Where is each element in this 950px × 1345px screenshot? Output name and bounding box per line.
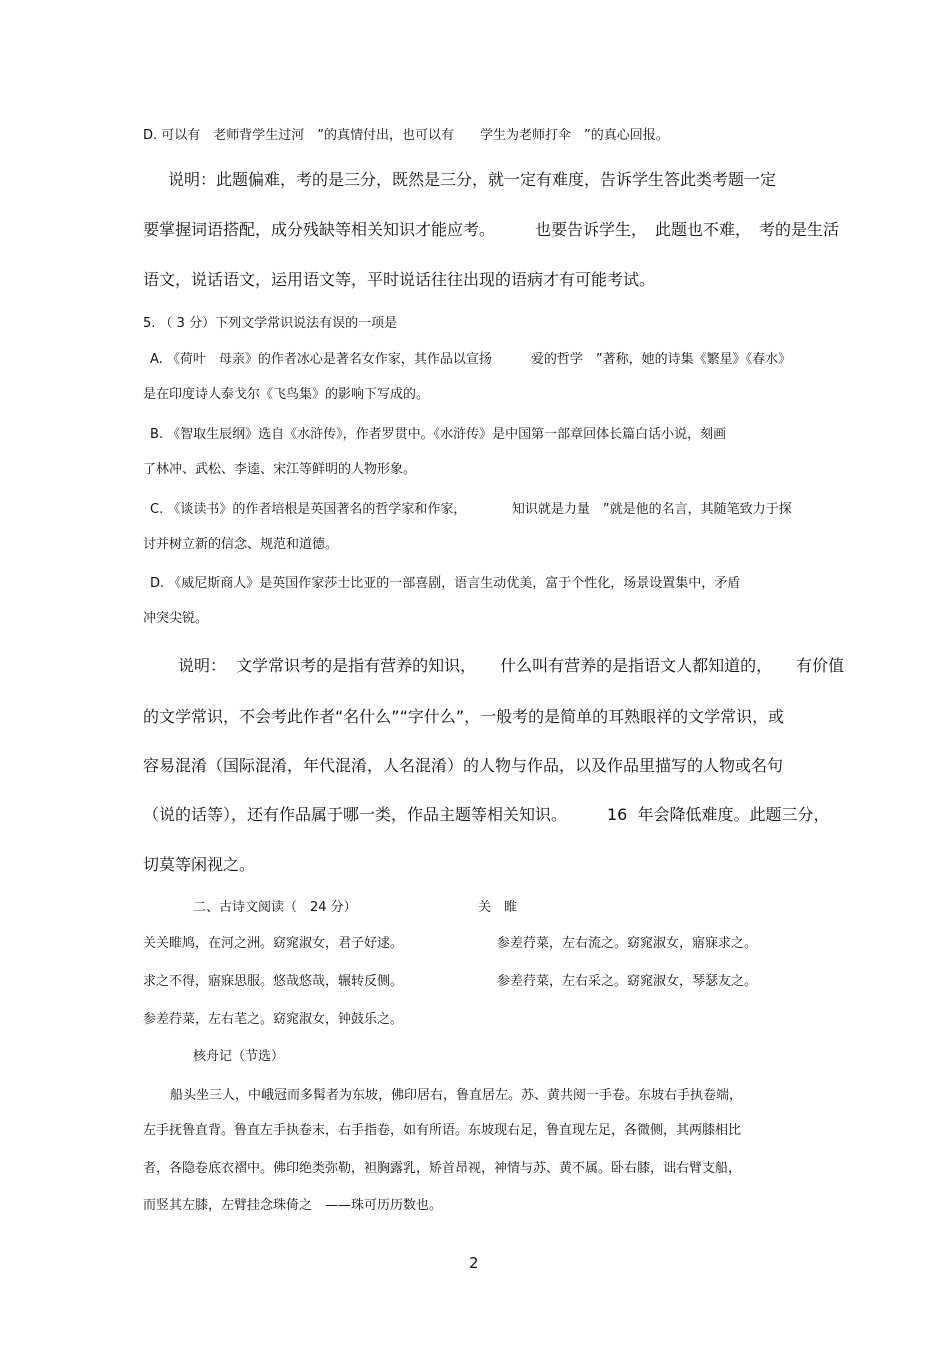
q5-option-c-line-2: 讨并树立新的信念、规范和道德。 (143, 537, 339, 552)
q5-note-line-2: 的文学常识，不会考此作者“名什么”“字什么”，一般考的是简单的耳熟眼祥的文学常识，或 (143, 707, 785, 726)
q5-option-d-line-2: 冲突尖锐。 (143, 611, 209, 626)
prose-line-1: 船头坐三人，中峨冠而多髯者为东坡，佛印居右，鲁直居左。苏、黄共阅一手卷。东坡右手执卷端， (170, 1088, 743, 1103)
q5-note-line-5: 切莫等闲视之。 (143, 855, 256, 874)
q4-note-line-3: 语文，说话语文，运用语文等，平时说话往往出现的语病才有可能考试。 (143, 270, 656, 289)
prose-title: 核舟记（节选） (193, 1049, 285, 1064)
poem-right-line-2: 参差荇菜，左右采之。窈窕淑女，琴瑟友之。 (497, 974, 758, 989)
q5-note-line-3: 容易混淆（国际混淆，年代混淆，人名混淆）的人物与作品，以及作品里描写的人物或名句 (143, 756, 784, 775)
q5-option-b-line-2: 了林冲、武松、李逵、宋江等鲜明的人物形象。 (143, 462, 417, 477)
section-heading: 二、古诗文阅读（ 24 分） (193, 900, 357, 915)
q5-option-c-line-1: C. 《谈读书》的作者培根是英国著名的哲学家和作家， 知识就是力量 ”就是他的名言，其随笔致力于探 (150, 502, 792, 517)
q5-note-line-1: 说明： 文学常识考的是指有营养的知识， 什么叫有营养的是指语文人都知道的， 有价值 (178, 656, 845, 675)
page-number: 2 (469, 1254, 479, 1272)
q4-note-line-2: 要掌握词语搭配，成分残缺等相关知识才能应考。 也要告诉学生， 此题也不难， 考的是生活 (143, 220, 840, 239)
poem-left-line-3: 参差荇菜，左右芼之。窈窕淑女，钟鼓乐之。 (143, 1012, 404, 1027)
poem-right-line-1: 参差荇菜，左右流之。窈窕淑女，寤寐求之。 (497, 936, 758, 951)
poem-left-line-2: 求之不得，寤寐思服。悠哉悠哉，辗转反侧。 (143, 974, 404, 989)
poem-title: 关 睢 (478, 900, 518, 915)
prose-line-2: 左手抚鲁直背。鲁直左手执卷末，右手指卷，如有所语。东坡现右足，鲁直现左足，各微侧，其两膝相比 (143, 1123, 742, 1138)
q5-stem: 5. （ 3 分）下列文学常识说法有误的一项是 (143, 316, 398, 331)
q5-note-line-4: （说的话等），还有作品属于哪一类，作品主题等相关知识。 16 年会降低难度。此题三分， (143, 805, 830, 824)
prose-line-4: 而竖其左膝，左臂挂念珠倚之 ——珠可历历数也。 (143, 1198, 443, 1213)
q4-option-d: D. 可以有 老师背学生过河 ”的真情付出，也可以有 学生为老师打伞 ”的真心回报。 (143, 128, 669, 143)
q5-option-a-line-2: 是在印度诗人泰戈尔《飞鸟集》的影响下写成的。 (143, 387, 430, 402)
q5-option-a-line-1: A. 《荷叶 母亲》的作者冰心是著名女作家，其作品以宣扬 爱的哲学 ”著称，她的诗集《繁星》《春水》 (150, 352, 792, 367)
prose-line-3: 者，各隐卷底衣褶中。佛印绝类弥勒，袒胸露乳，矫首昂视，神情与苏、黄不属。卧右膝，诎右臂支船， (143, 1161, 742, 1176)
q5-option-b-line-1: B. 《智取生辰纲》选自《水浒传》，作者罗贯中。《水浒传》是中国第一部章回体长篇白话小说，刻画 (150, 427, 727, 442)
poem-left-line-1: 关关睢鸠，在河之洲。窈窕淑女，君子好逑。 (143, 936, 404, 951)
q4-note-line-1: 说明：此题偏难，考的是三分，既然是三分，就一定有难度，告诉学生答此类考题一定 (168, 170, 777, 189)
q5-option-d-line-1: D. 《威尼斯商人》是英国作家莎士比亚的一部喜剧，语言生动优美，富于个性化，场景设置集中，矛盾 (150, 576, 741, 591)
